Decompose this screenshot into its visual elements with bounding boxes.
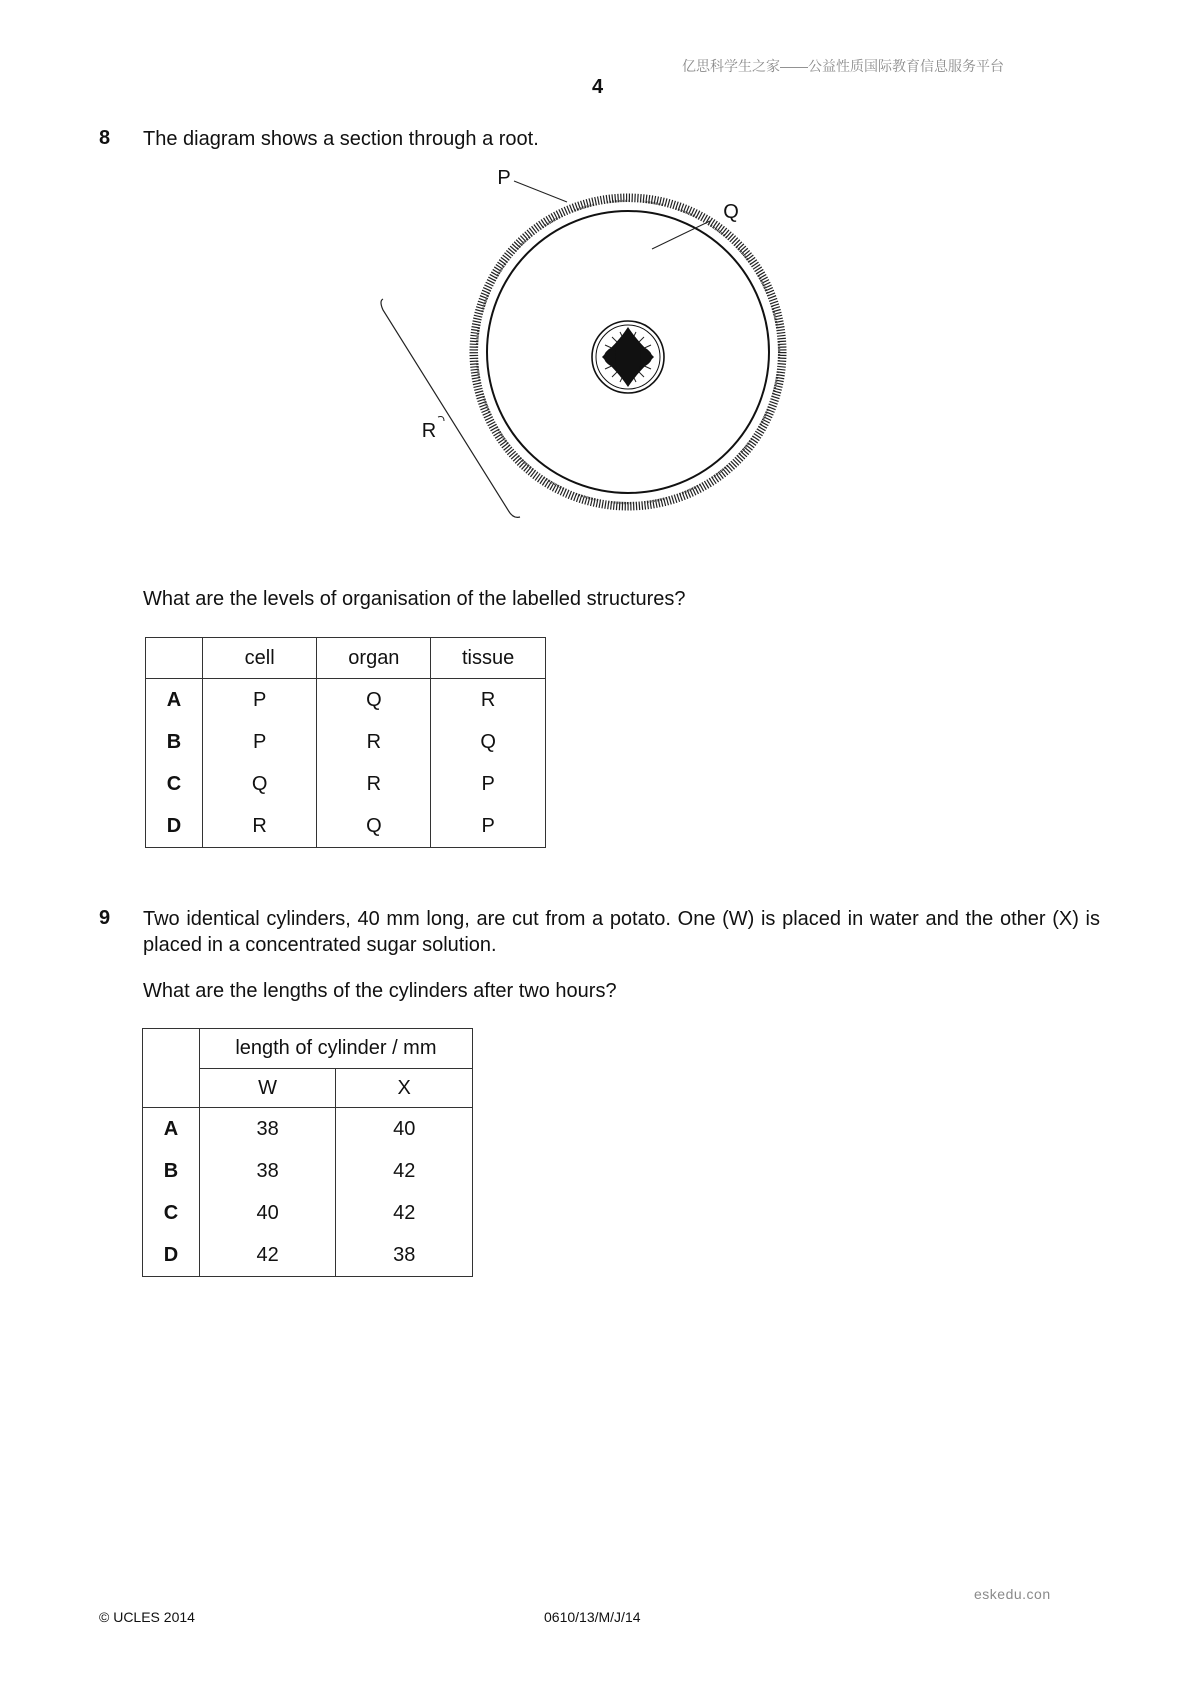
option-letter: D	[146, 805, 203, 848]
watermark-top: 亿思科学生之家——公益性质国际教育信息服务平台	[682, 58, 1004, 74]
watermark-bottom: eskedu.con	[974, 1586, 1051, 1602]
table-row	[146, 763, 546, 805]
table-header-row	[143, 1029, 473, 1069]
table-cell: R	[431, 679, 546, 722]
header-cell: tissue	[431, 638, 546, 679]
header-blank-cell	[143, 1029, 200, 1108]
table-cell: Q	[317, 805, 431, 848]
question-9-options-table	[142, 1028, 473, 1277]
table-cell: P	[202, 679, 317, 722]
table-row	[146, 721, 546, 763]
table-cell: 40	[199, 1192, 336, 1234]
option-letter: C	[146, 763, 203, 805]
table-row	[143, 1150, 473, 1192]
table-row	[143, 1234, 473, 1277]
table-header-row	[146, 638, 546, 679]
table-cell: 38	[199, 1150, 336, 1192]
table-row	[143, 1192, 473, 1234]
question-9-text: Two identical cylinders, 40 mm long, are cut from a potato. One (W) is placed in water and the other (X) is placed in a concentrated sugar solution.	[143, 908, 1100, 956]
question-8-options-table	[145, 637, 546, 848]
option-letter: B	[146, 721, 203, 763]
label-q: Q	[723, 201, 739, 223]
table-row	[146, 679, 546, 722]
table-cell: P	[431, 805, 546, 848]
table-cell: 42	[199, 1234, 336, 1277]
header-cell: cell	[202, 638, 317, 679]
table-cell: R	[317, 763, 431, 805]
page-number: 4	[592, 76, 604, 98]
table-cell: P	[431, 763, 546, 805]
header-cell	[146, 638, 203, 679]
question-9-number: 9	[99, 907, 111, 929]
table-cell: R	[317, 721, 431, 763]
table-cell: 38	[199, 1108, 336, 1151]
table-cell: 42	[336, 1150, 473, 1192]
footer-copyright: © UCLES 2014	[99, 1609, 195, 1625]
root-section-diagram	[380, 165, 820, 565]
table-cell: Q	[431, 721, 546, 763]
option-letter: A	[146, 679, 203, 722]
option-letter: C	[143, 1192, 200, 1234]
footer-paper-code: 0610/13/M/J/14	[544, 1609, 641, 1625]
question-9-prompt: What are the lengths of the cylinders after two hours?	[143, 980, 617, 1002]
table-cell: 42	[336, 1192, 473, 1234]
table-cell: R	[202, 805, 317, 848]
option-letter: D	[143, 1234, 200, 1277]
table-cell: 38	[336, 1234, 473, 1277]
question-8-text: The diagram shows a section through a root.	[143, 128, 539, 150]
question-8-number: 8	[99, 127, 111, 149]
label-r-leader	[438, 417, 444, 422]
header-cell: organ	[317, 638, 431, 679]
table-row	[146, 805, 546, 848]
option-letter: A	[143, 1108, 200, 1151]
table-cell: Q	[317, 679, 431, 722]
header-cell: X	[336, 1069, 473, 1108]
vascular-bundle	[592, 321, 664, 393]
label-p-leader	[514, 181, 567, 202]
header-group-cell: length of cylinder / mm	[199, 1029, 472, 1069]
table-cell: Q	[202, 763, 317, 805]
table-row	[143, 1108, 473, 1151]
table-cell: P	[202, 721, 317, 763]
header-cell: W	[199, 1069, 336, 1108]
option-letter: B	[143, 1150, 200, 1192]
label-r: R	[421, 420, 437, 442]
question-8-prompt: What are the levels of organisation of the labelled structures?	[143, 588, 686, 610]
table-cell: 40	[336, 1108, 473, 1151]
label-p: P	[497, 167, 511, 189]
